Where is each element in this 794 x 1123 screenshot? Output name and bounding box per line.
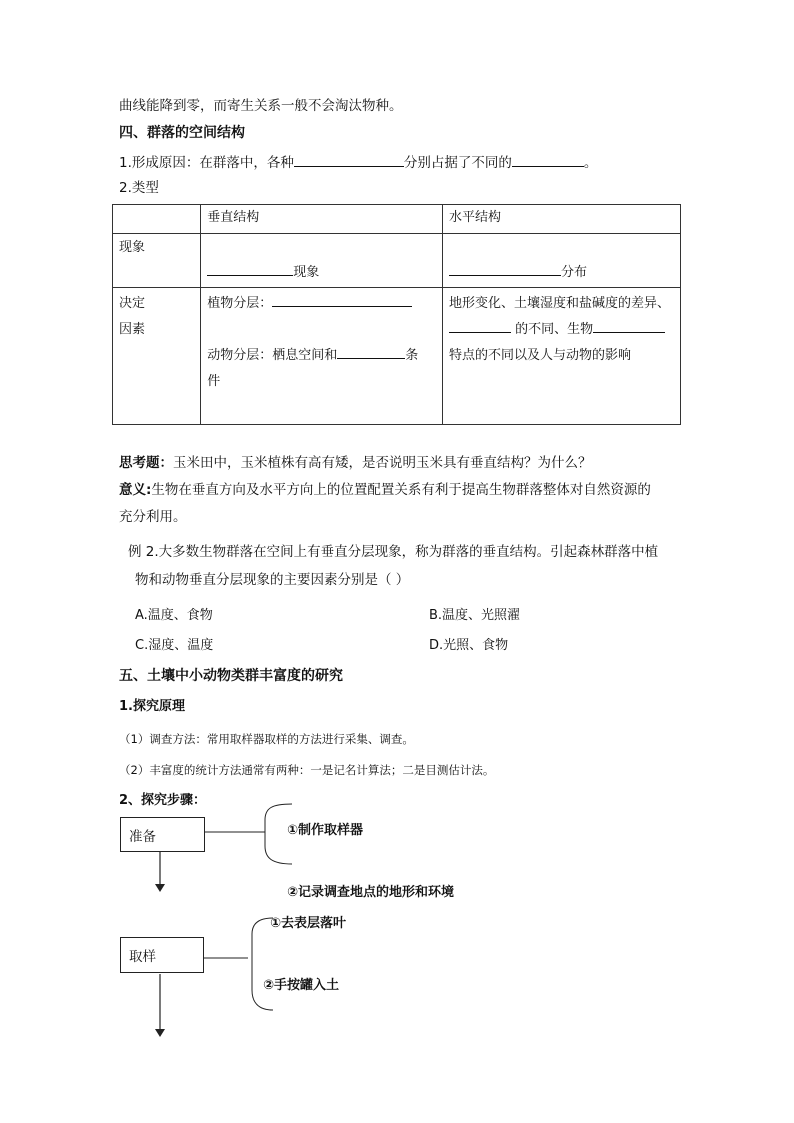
steps-heading: 2、探究步骤： <box>119 793 207 808</box>
principle-method: （1）调查方法：常用取样器取样的方法进行采集、调查。 <box>119 732 414 746</box>
section4-heading: 四、群落的空间结构 <box>119 125 245 141</box>
formation-cause-text: 1.形成原因：在群落中，各种 <box>119 155 294 171</box>
horizontal-factor-line3: 特点的不同以及人与动物的影响 <box>449 348 632 363</box>
formation-cause-end: 。 <box>583 155 598 171</box>
header-horizontal: 水平结构 <box>443 205 681 234</box>
step-sample-b: ②手按罐入土 <box>263 978 340 993</box>
factor-label-line1: 决定 <box>119 296 146 311</box>
horizontal-factor-line2: 的不同、生物 <box>449 317 674 343</box>
horizontal-factor-line1: 地形变化、土壤湿度和盐碱度的差异、 <box>449 296 671 311</box>
option-a[interactable]: A.温度、食物 <box>135 608 213 623</box>
step-sample-a: ①去表层落叶 <box>270 916 347 931</box>
plant-layer: 植物分层： <box>207 291 436 317</box>
step-prepare-a: ①制作取样器 <box>287 823 364 838</box>
meaning-line2: 充分利用。 <box>119 509 187 525</box>
animal-layer: 动物分层：栖息空间和 条 <box>207 343 436 369</box>
option-c[interactable]: C.湿度、温度 <box>135 638 214 653</box>
row-phenomenon-label: 现象 <box>113 234 201 288</box>
formation-cause-text-2: 分别占据了不同的 <box>403 155 512 171</box>
think-label: 思考题： <box>119 455 173 471</box>
types-label: 2.类型 <box>119 180 159 196</box>
step-sample-box: 取样 <box>120 937 204 973</box>
option-b[interactable]: B.温度、光照濯 <box>429 608 521 623</box>
example-line1: 例 2.大多数生物群落在空间上有垂直分层现象，称为群落的垂直结构。引起森林群落中植 <box>128 544 659 560</box>
intro-line: 曲线能降到零，而寄生关系一般不会淘汰物种。 <box>119 98 403 114</box>
principle-statistics: （2）丰富度的统计方法通常有两种：一是记名计算法；二是目测估计法。 <box>119 763 495 777</box>
meaning-label: 意义: <box>119 482 152 498</box>
think-text: 玉米田中，玉米植株有高有矮，是否说明玉米具有垂直结构？为什么？ <box>173 455 592 471</box>
header-vertical: 垂直结构 <box>201 205 443 234</box>
cell-horizontal-phenomenon: 分布 <box>443 234 681 288</box>
step-prepare-b: ②记录调查地点的地形和环境 <box>287 885 455 900</box>
option-d[interactable]: D.光照、食物 <box>429 638 509 653</box>
example-line2: 物和动物垂直分层现象的主要因素分别是（ ） <box>135 572 410 588</box>
principle-heading: 1.探究原理 <box>119 699 185 714</box>
meaning-text: 生物在垂直方向及水平方向上的位置配置关系有利于提高生物群落整体对自然资源的 <box>151 482 651 498</box>
step-prepare-box: 准备 <box>120 817 205 852</box>
animal-layer-end: 件 <box>207 374 221 389</box>
cell-vertical-phenomenon: 现象 <box>201 234 443 288</box>
section5-heading: 五、土壤中小动物类群丰富度的研究 <box>119 668 343 684</box>
factor-label-line2: 因素 <box>119 322 146 337</box>
